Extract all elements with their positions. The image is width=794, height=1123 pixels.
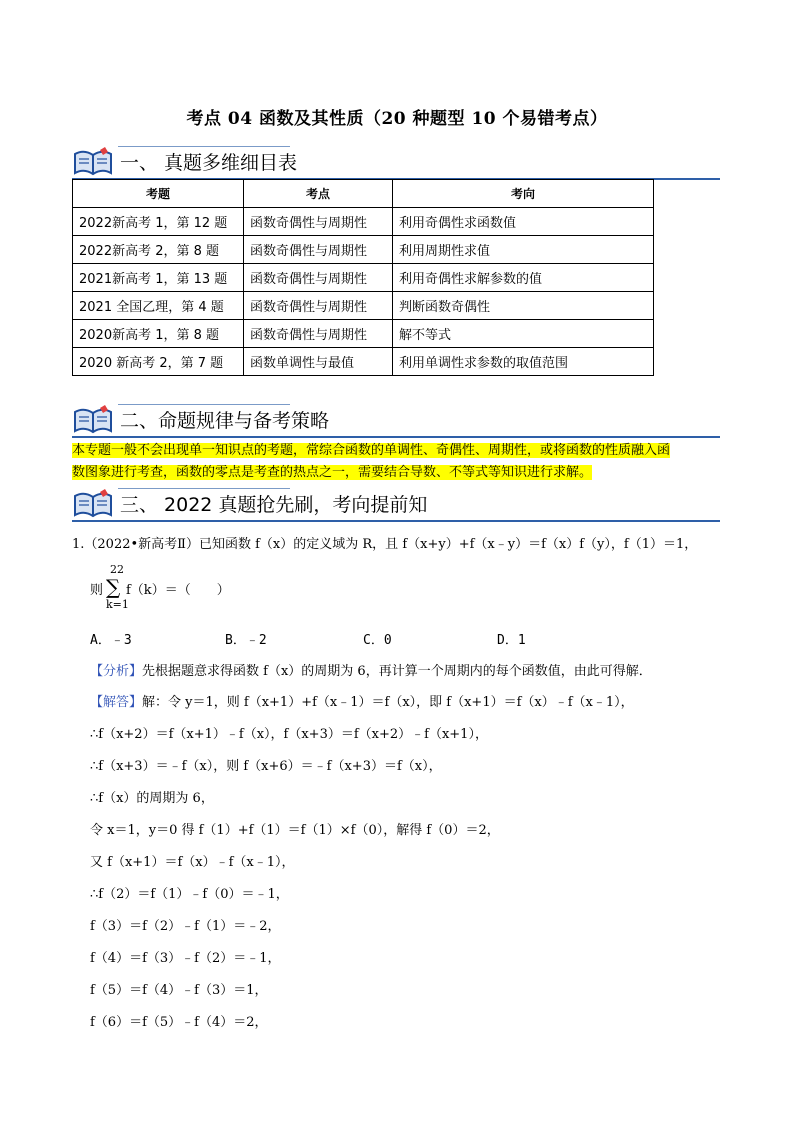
page-title: 考点 04 函数及其性质（20 种题型 10 个易错考点） xyxy=(186,109,608,129)
cell-exam: 2022新高考 2，第 8 题 xyxy=(73,236,244,264)
strategy-paragraph xyxy=(72,440,724,484)
sum-lower-limit: k=1 xyxy=(106,598,129,611)
table-row xyxy=(73,264,654,292)
cell-direction: 利用奇偶性求函数值 xyxy=(393,208,654,236)
option-b: B．﹣2 xyxy=(225,633,267,648)
header-cell: 考点 xyxy=(244,180,393,208)
problem-stem: 1.（2022•新高考Ⅱ）已知函数 f（x）的定义域为 R，且 f（x+y）+f（x﹣y）＝f（x）f（y），f（1）＝1， xyxy=(72,537,698,552)
sum-prefix: 则 xyxy=(90,583,104,598)
cell-point: 函数奇偶性与周期性 xyxy=(244,208,393,236)
cell-direction: 利用奇偶性求解参数的值 xyxy=(393,264,654,292)
option-a: A．﹣3 xyxy=(90,633,132,648)
table-row xyxy=(73,348,654,376)
sigma-symbol: ∑ xyxy=(106,575,121,599)
section-bottom-rule xyxy=(72,520,720,522)
section-title: 二、命题规律与备考策略 xyxy=(120,410,330,432)
section-title: 一、 真题多维细目表 xyxy=(120,152,298,174)
cell-point: 函数单调性与最值 xyxy=(244,348,393,376)
answer-text: 解：令 y＝1，则 f（x+1）+f（x﹣1）＝f（x），即 f（x+1）＝f（x）﹣f（x﹣1）， xyxy=(142,695,634,710)
table-row xyxy=(73,292,654,320)
cell-direction: 判断函数奇偶性 xyxy=(393,292,654,320)
analysis-tag: 【分析】 xyxy=(90,664,143,679)
section-header-3 xyxy=(72,488,720,518)
cell-direction: 利用周期性求值 xyxy=(393,236,654,264)
open-book-icon xyxy=(72,488,114,518)
answer-line-3: ∴f（x+3）＝﹣f（x），则 f（x+6）＝﹣f（x+3）＝f（x）， xyxy=(90,759,442,774)
cell-exam: 2021新高考 1，第 13 题 xyxy=(73,264,244,292)
answer-line-10: f（5）＝f（4）﹣f（3）＝1， xyxy=(90,983,268,998)
header-cell: 考向 xyxy=(393,180,654,208)
analysis-line xyxy=(90,660,652,679)
answer-line-4: ∴f（x）的周期为 6， xyxy=(90,791,214,806)
open-book-icon xyxy=(72,146,114,176)
cell-exam: 2020 新高考 2，第 7 题 xyxy=(73,348,244,376)
table-row xyxy=(73,236,654,264)
sum-expression: f（k）＝（ ） xyxy=(126,583,230,598)
strategy-line-1: 本专题一般不会出现单一知识点的考题，常综合函数的单调性、奇偶性、周期性，或将函数的性质融入函 xyxy=(72,443,671,458)
cell-point: 函数奇偶性与周期性 xyxy=(244,292,393,320)
table-row xyxy=(73,320,654,348)
answer-line-7: ∴f（2）＝f（1）﹣f（0）＝﹣1， xyxy=(90,887,289,902)
section-header-1 xyxy=(72,146,720,176)
cell-point: 函数奇偶性与周期性 xyxy=(244,264,393,292)
answer-line-2: ∴f（x+2）＝f（x+1）﹣f（x），f（x+3）＝f（x+2）﹣f（x+1）， xyxy=(90,727,488,742)
header-cell: 考题 xyxy=(73,180,244,208)
exam-table xyxy=(72,179,654,376)
table-header-row xyxy=(73,180,654,208)
analysis-text: 先根据题意求得函数 f（x）的周期为 6，再计算一个周期内的每个函数值，由此可得解． xyxy=(142,664,652,679)
section-title: 三、 2022 真题抢先刷，考向提前知 xyxy=(120,494,428,516)
cell-exam: 2021 全国乙理，第 4 题 xyxy=(73,292,244,320)
answer-line-11: f（6）＝f（5）﹣f（4）＝2， xyxy=(90,1015,268,1030)
option-d: D．1 xyxy=(497,633,526,648)
cell-exam: 2022新高考 1，第 12 题 xyxy=(73,208,244,236)
table-row xyxy=(73,208,654,236)
cell-exam: 2020新高考 1，第 8 题 xyxy=(73,320,244,348)
answer-line-1 xyxy=(90,691,634,710)
open-book-icon xyxy=(72,404,114,434)
cell-direction: 利用单调性求参数的取值范围 xyxy=(393,348,654,376)
section-bottom-rule xyxy=(72,436,720,438)
option-c: C．0 xyxy=(363,633,392,648)
answer-line-9: f（4）＝f（3）﹣f（2）＝﹣1， xyxy=(90,951,281,966)
cell-direction: 解不等式 xyxy=(393,320,654,348)
answer-tag: 【解答】 xyxy=(90,695,143,710)
section-top-rule xyxy=(118,146,290,147)
answer-line-5: 令 x＝1，y＝0 得 f（1）+f（1）＝f（1）×f（0），解得 f（0）＝2， xyxy=(90,823,500,838)
section-header-2 xyxy=(72,404,720,434)
answer-line-6: 又 f（x+1）＝f（x）﹣f（x﹣1）， xyxy=(90,855,295,870)
answer-line-8: f（3）＝f（2）﹣f（1）＝﹣2， xyxy=(90,919,281,934)
sum-upper-limit: 22 xyxy=(110,563,124,576)
strategy-line-2: 数图象进行考查，函数的零点是考查的热点之一，需要结合导数、不等式等知识进行求解。 xyxy=(72,465,593,480)
cell-point: 函数奇偶性与周期性 xyxy=(244,236,393,264)
cell-point: 函数奇偶性与周期性 xyxy=(244,320,393,348)
section-top-rule xyxy=(118,404,290,405)
section-top-rule xyxy=(118,488,290,489)
